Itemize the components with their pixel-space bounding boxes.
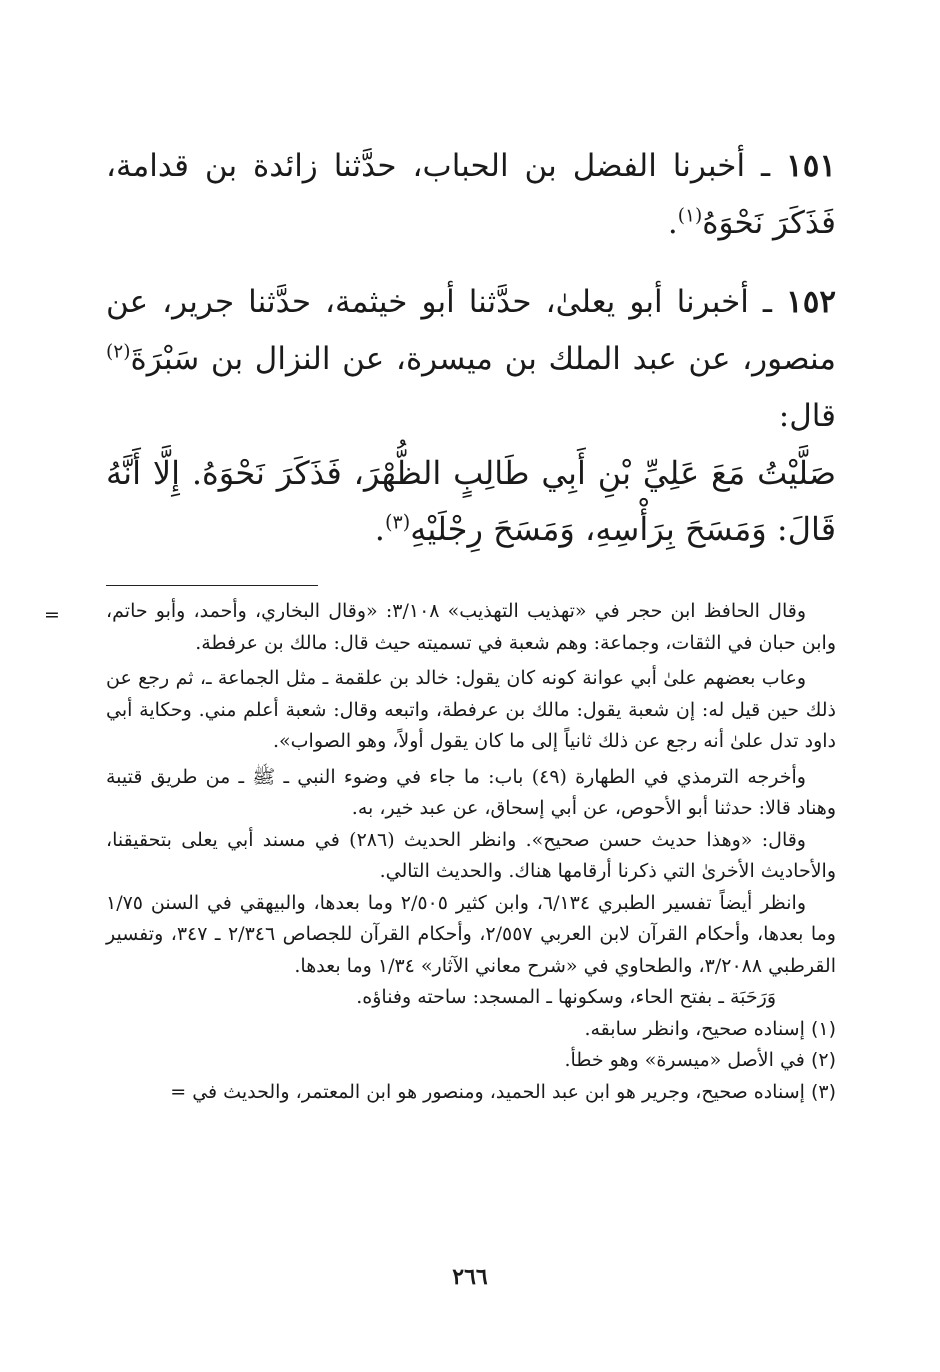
footnote-paragraph: وعاب بعضهم علىٰ أبي عوانة كونه كان يقول: خالد بن علقمة ـ مثل الجماعة ـ، ثم رجع عن ذلك حين قيل له: إن شعبة يقول: مالك بن عرفطة، واتبعه وقال: شعبة أعلم مني. وحكاية أبي داود تدل علىٰ أنه رجع عن ذلك ثانياً إلى ما كان يقول أولاً، وهو الصواب». — [106, 667, 836, 752]
continuation-mark: = — [44, 604, 60, 626]
footnote-divider — [106, 585, 318, 586]
continuation-mark: = — [170, 1080, 193, 1103]
footnote-number: (٣) — [810, 1080, 836, 1103]
footnotes — [44, 596, 836, 1108]
hadith-152-matn — [106, 445, 836, 557]
hadith-text: ـ أخبرنا أبو يعلىٰ، حدَّثنا أبو خيثمة، حدَّثنا جرير، عن منصور، عن عبد الملك بن ميسرة، عن النزال بن سَبْرَةَ — [106, 284, 836, 377]
hadith-end: . — [667, 205, 678, 241]
numbered-footnote — [106, 1045, 836, 1077]
page-number: ٢٦٦ — [452, 1264, 488, 1290]
footnote-paragraph: وقال الحافظ ابن حجر في «تهذيب التهذيب» ٣/١٠٨: «وقال البخاري، وأحمد، وأبو حاتم، وابن حبان في الثقات، وجماعة: وهم شعبة في تسميته حيث قال: مالك بن عرفطة. — [106, 600, 836, 654]
footnote-ref: (١) — [677, 205, 703, 227]
hadith-number: ١٥١ — [786, 148, 836, 184]
footnote-ref: (٣) — [384, 510, 411, 534]
footnote-text: في الأصل «ميسرة» وهو خطأ. — [564, 1049, 811, 1071]
matn-text: صَلَّيْتُ مَعَ عَلِيِّ بْنِ أَبِي طَالِبٍ الظُّهْرَ، فَذَكَرَ نَحْوَهُ. إِلَّا أَنَّهُ قَالَ: وَمَسَحَ بِرَأْسِهِ، وَمَسَحَ رِجْلَيْهِ — [106, 454, 836, 548]
hadith-end: قال: — [778, 398, 836, 434]
footnote-paragraph: وقال: «وهذا حديث حسن صحيح». وانظر الحديث (٢٨٦) في مسند أبي يعلى بتحقيقنا، والأحاديث الأخرىٰ التي ذكرنا أرقامها هناك. والحديث التالي. — [106, 828, 836, 882]
main-text — [106, 138, 836, 557]
hadith-151 — [106, 138, 836, 252]
hadith-152 — [106, 274, 836, 445]
matn-end: . — [374, 510, 385, 548]
numbered-footnote — [106, 1014, 836, 1046]
footnote-text: إسناده صحيح، وانظر سابقه. — [584, 1017, 811, 1040]
hadith-number: ١٥٢ — [786, 284, 836, 320]
footnote-number: (٢) — [810, 1049, 836, 1071]
footnote-ref: (٢) — [106, 341, 131, 363]
hadith-text: ـ أخبرنا الفضل بن الحباب، حدَّثنا زائدة بن قدامة، فَذَكَرَ نَحْوَهُ — [106, 148, 836, 241]
footnote-number: (١) — [810, 1017, 836, 1040]
footnote-paragraph: وانظر أيضاً تفسير الطبري ٦/١٣٤، وابن كثير ٢/٥٠٥ وما بعدها، والبيهقي في السنن ١/٧٥ وما بعدها، وأحكام القرآن لابن العربي ٢/٥٥٧، وأحكام القرآن للجصاص ٢/٣٤٦ ـ ٣٤٧، وتفسير القرطبي ٣/٢٠٨٨، والطحاوي في «شرح معاني الآثار» ١/٣٤ وما بعدها. — [106, 891, 836, 977]
footnote-paragraph: وأخرجه الترمذي في الطهارة (٤٩) باب: ما جاء في وضوء النبي ـ ﷺ ـ من طريق قتيبة وهناد قالا: حدثنا أبو الأحوص، عن أبي إسحاق، عن عبد خير، به. — [106, 765, 836, 819]
footnote-text: إسناده صحيح، وجرير هو ابن عبد الحميد، ومنصور هو ابن المعتمر، والحديث في — [192, 1080, 811, 1103]
footnote-paragraph: وَرَحَبَة ـ بفتح الحاء، وسكونها ـ المسجد: ساحته وفناؤه. — [356, 986, 776, 1008]
numbered-footnote — [106, 1077, 836, 1109]
